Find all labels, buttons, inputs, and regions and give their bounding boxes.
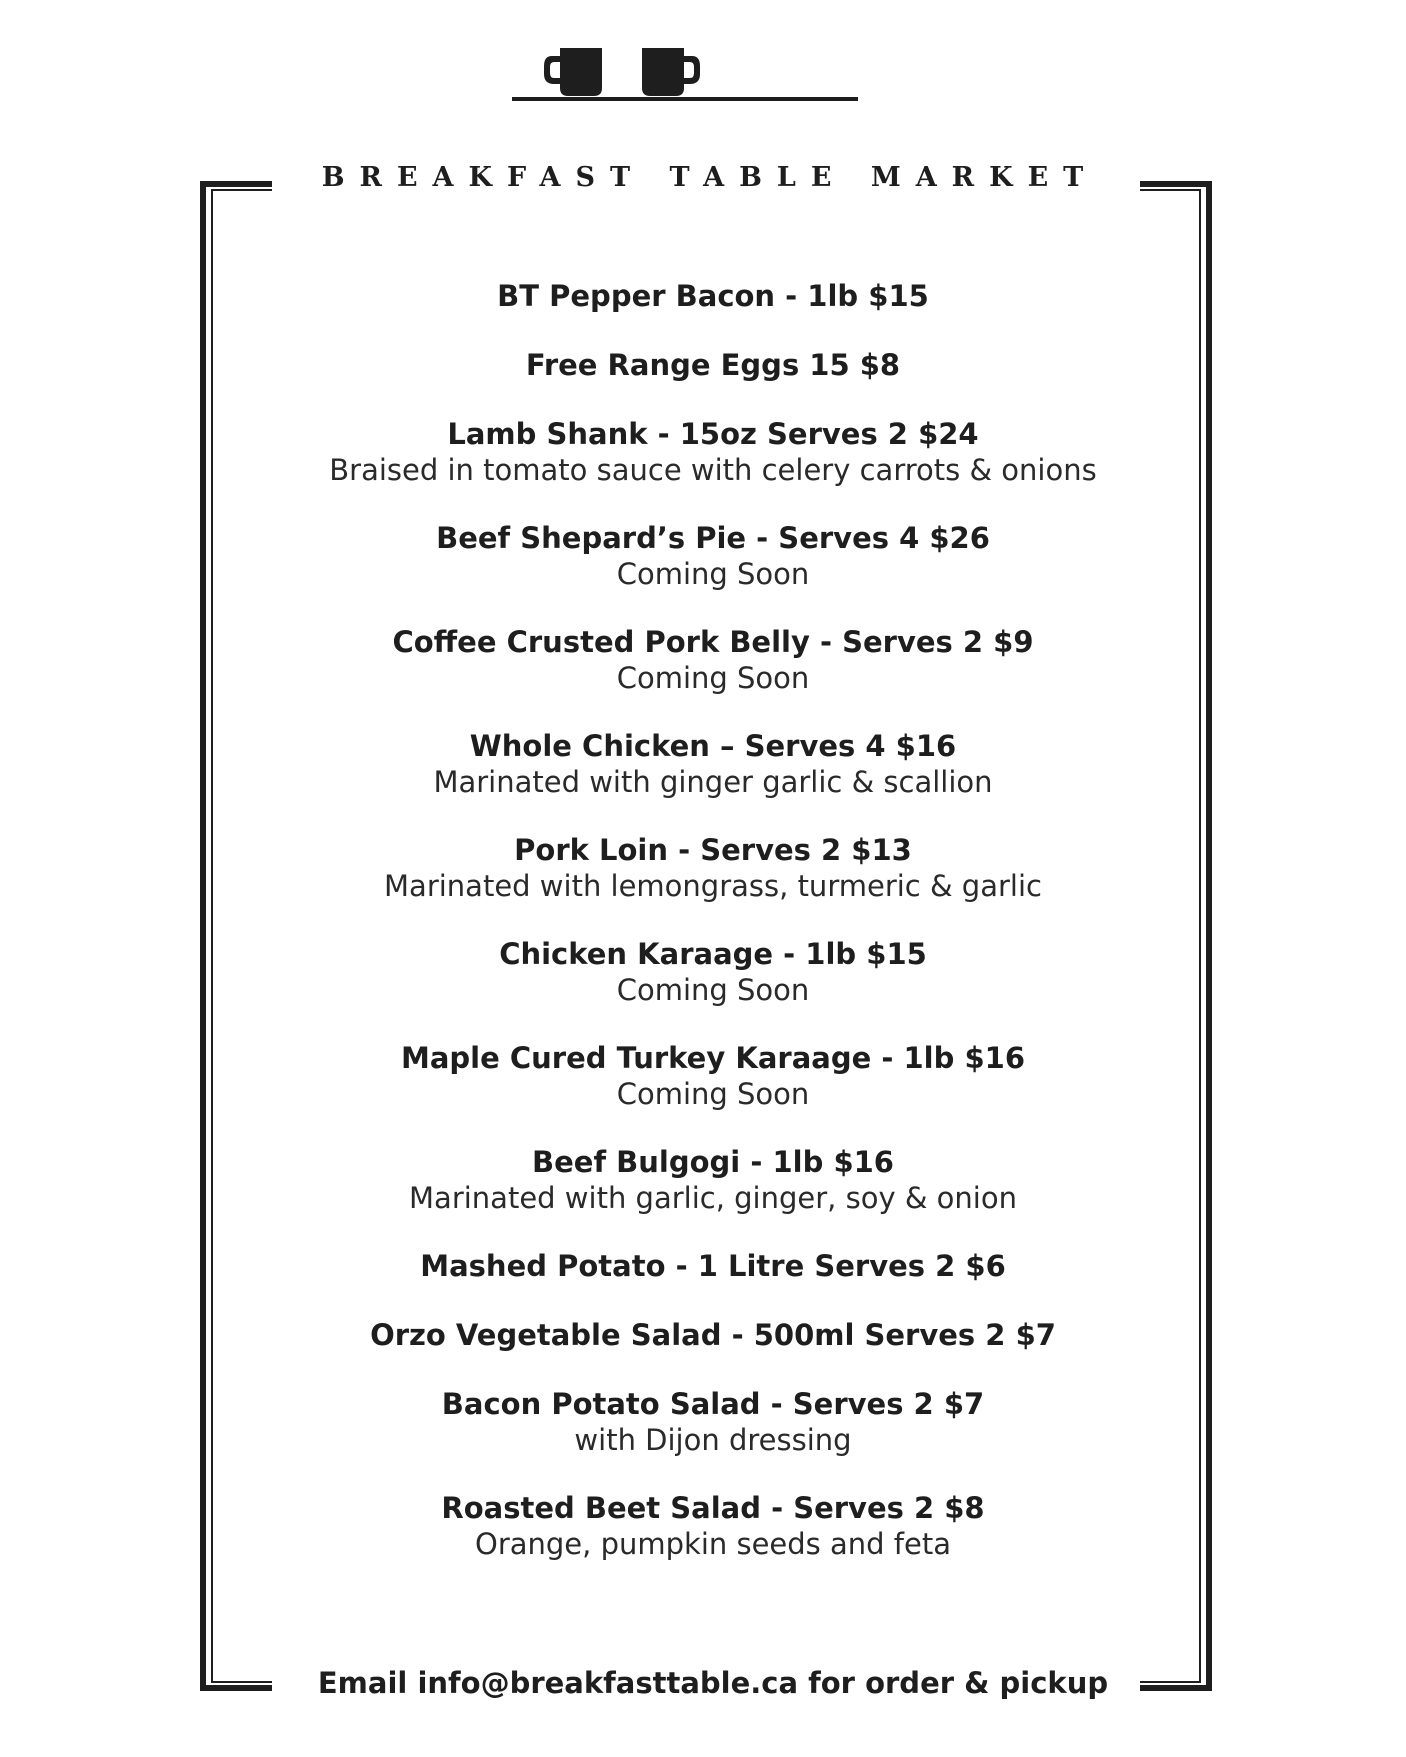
menu-item-description: Marinated with lemongrass, turmeric & garlic [384, 869, 1042, 903]
menu-item-name: Pork Loin - Serves 2 $13 [514, 833, 912, 867]
menu-item-description: Coming Soon [616, 661, 810, 695]
menu-item [240, 1040, 1186, 1112]
frame-right-inner-line [1199, 189, 1201, 1683]
frame-left-inner-line [211, 189, 213, 1683]
menu-item-name: Free Range Eggs 15 $8 [525, 348, 901, 382]
menu-item-name: Orzo Vegetable Salad - 500ml Serves 2 $7 [370, 1318, 1056, 1352]
frame-right-top-outer [1140, 181, 1212, 187]
menu-item [240, 1317, 1186, 1354]
menu-item [240, 347, 1186, 384]
menu-item-name: Mashed Potato - 1 Litre Serves 2 $6 [420, 1249, 1006, 1283]
frame-left-top-inner [211, 189, 272, 191]
menu-item [240, 1490, 1186, 1562]
menu-item-name: Coffee Crusted Pork Belly - Serves 2 $9 [392, 625, 1034, 659]
menu-item-description: with Dijon dressing [574, 1423, 852, 1457]
menu-item [240, 278, 1186, 315]
menu-item-name: BT Pepper Bacon - 1lb $15 [497, 279, 929, 313]
menu-item [240, 624, 1186, 696]
menu-item-description: Coming Soon [616, 557, 810, 591]
frame-right-outer-line [1206, 181, 1212, 1691]
menu-item-name: Beef Shepard’s Pie - Serves 4 $26 [436, 521, 990, 555]
page-title: BREAKFAST TABLE MARKET [321, 162, 1099, 193]
menu-item-description: Braised in tomato sauce with celery carrots & onions [329, 453, 1097, 487]
menu-item [240, 1144, 1186, 1216]
menu-item [240, 1248, 1186, 1285]
frame-left-top-outer [200, 181, 272, 187]
menu-item-description: Orange, pumpkin seeds and feta [475, 1527, 951, 1561]
logo-two-coffee-cups-icon [512, 44, 858, 104]
menu-item-name: Beef Bulgogi - 1lb $16 [532, 1145, 894, 1179]
menu-list [240, 278, 1186, 1594]
menu-item [240, 728, 1186, 800]
menu-item-name: Lamb Shank - 15oz Serves 2 $24 [447, 417, 979, 451]
frame-right-top-inner [1140, 189, 1201, 191]
menu-item-name: Whole Chicken – Serves 4 $16 [469, 729, 957, 763]
menu-item [240, 1386, 1186, 1458]
menu-item-description: Marinated with ginger garlic & scallion [433, 765, 993, 799]
menu-item [240, 936, 1186, 1008]
menu-item [240, 416, 1186, 488]
menu-item-description: Marinated with garlic, ginger, soy & onion [409, 1181, 1017, 1215]
menu-item-name: Roasted Beet Salad - Serves 2 $8 [441, 1491, 985, 1525]
frame-left-outer-line [200, 181, 206, 1691]
menu-item-name: Chicken Karaage - 1lb $15 [499, 937, 927, 971]
menu-item-name: Bacon Potato Salad - Serves 2 $7 [441, 1387, 985, 1421]
menu-item-description: Coming Soon [616, 973, 810, 1007]
menu-item-description: Coming Soon [616, 1077, 810, 1111]
menu-item-name: Maple Cured Turkey Karaage - 1lb $16 [400, 1041, 1025, 1075]
menu-item [240, 520, 1186, 592]
menu-item [240, 832, 1186, 904]
order-contact-footer: Email info@breakfasttable.ca for order & pickup [317, 1666, 1109, 1700]
